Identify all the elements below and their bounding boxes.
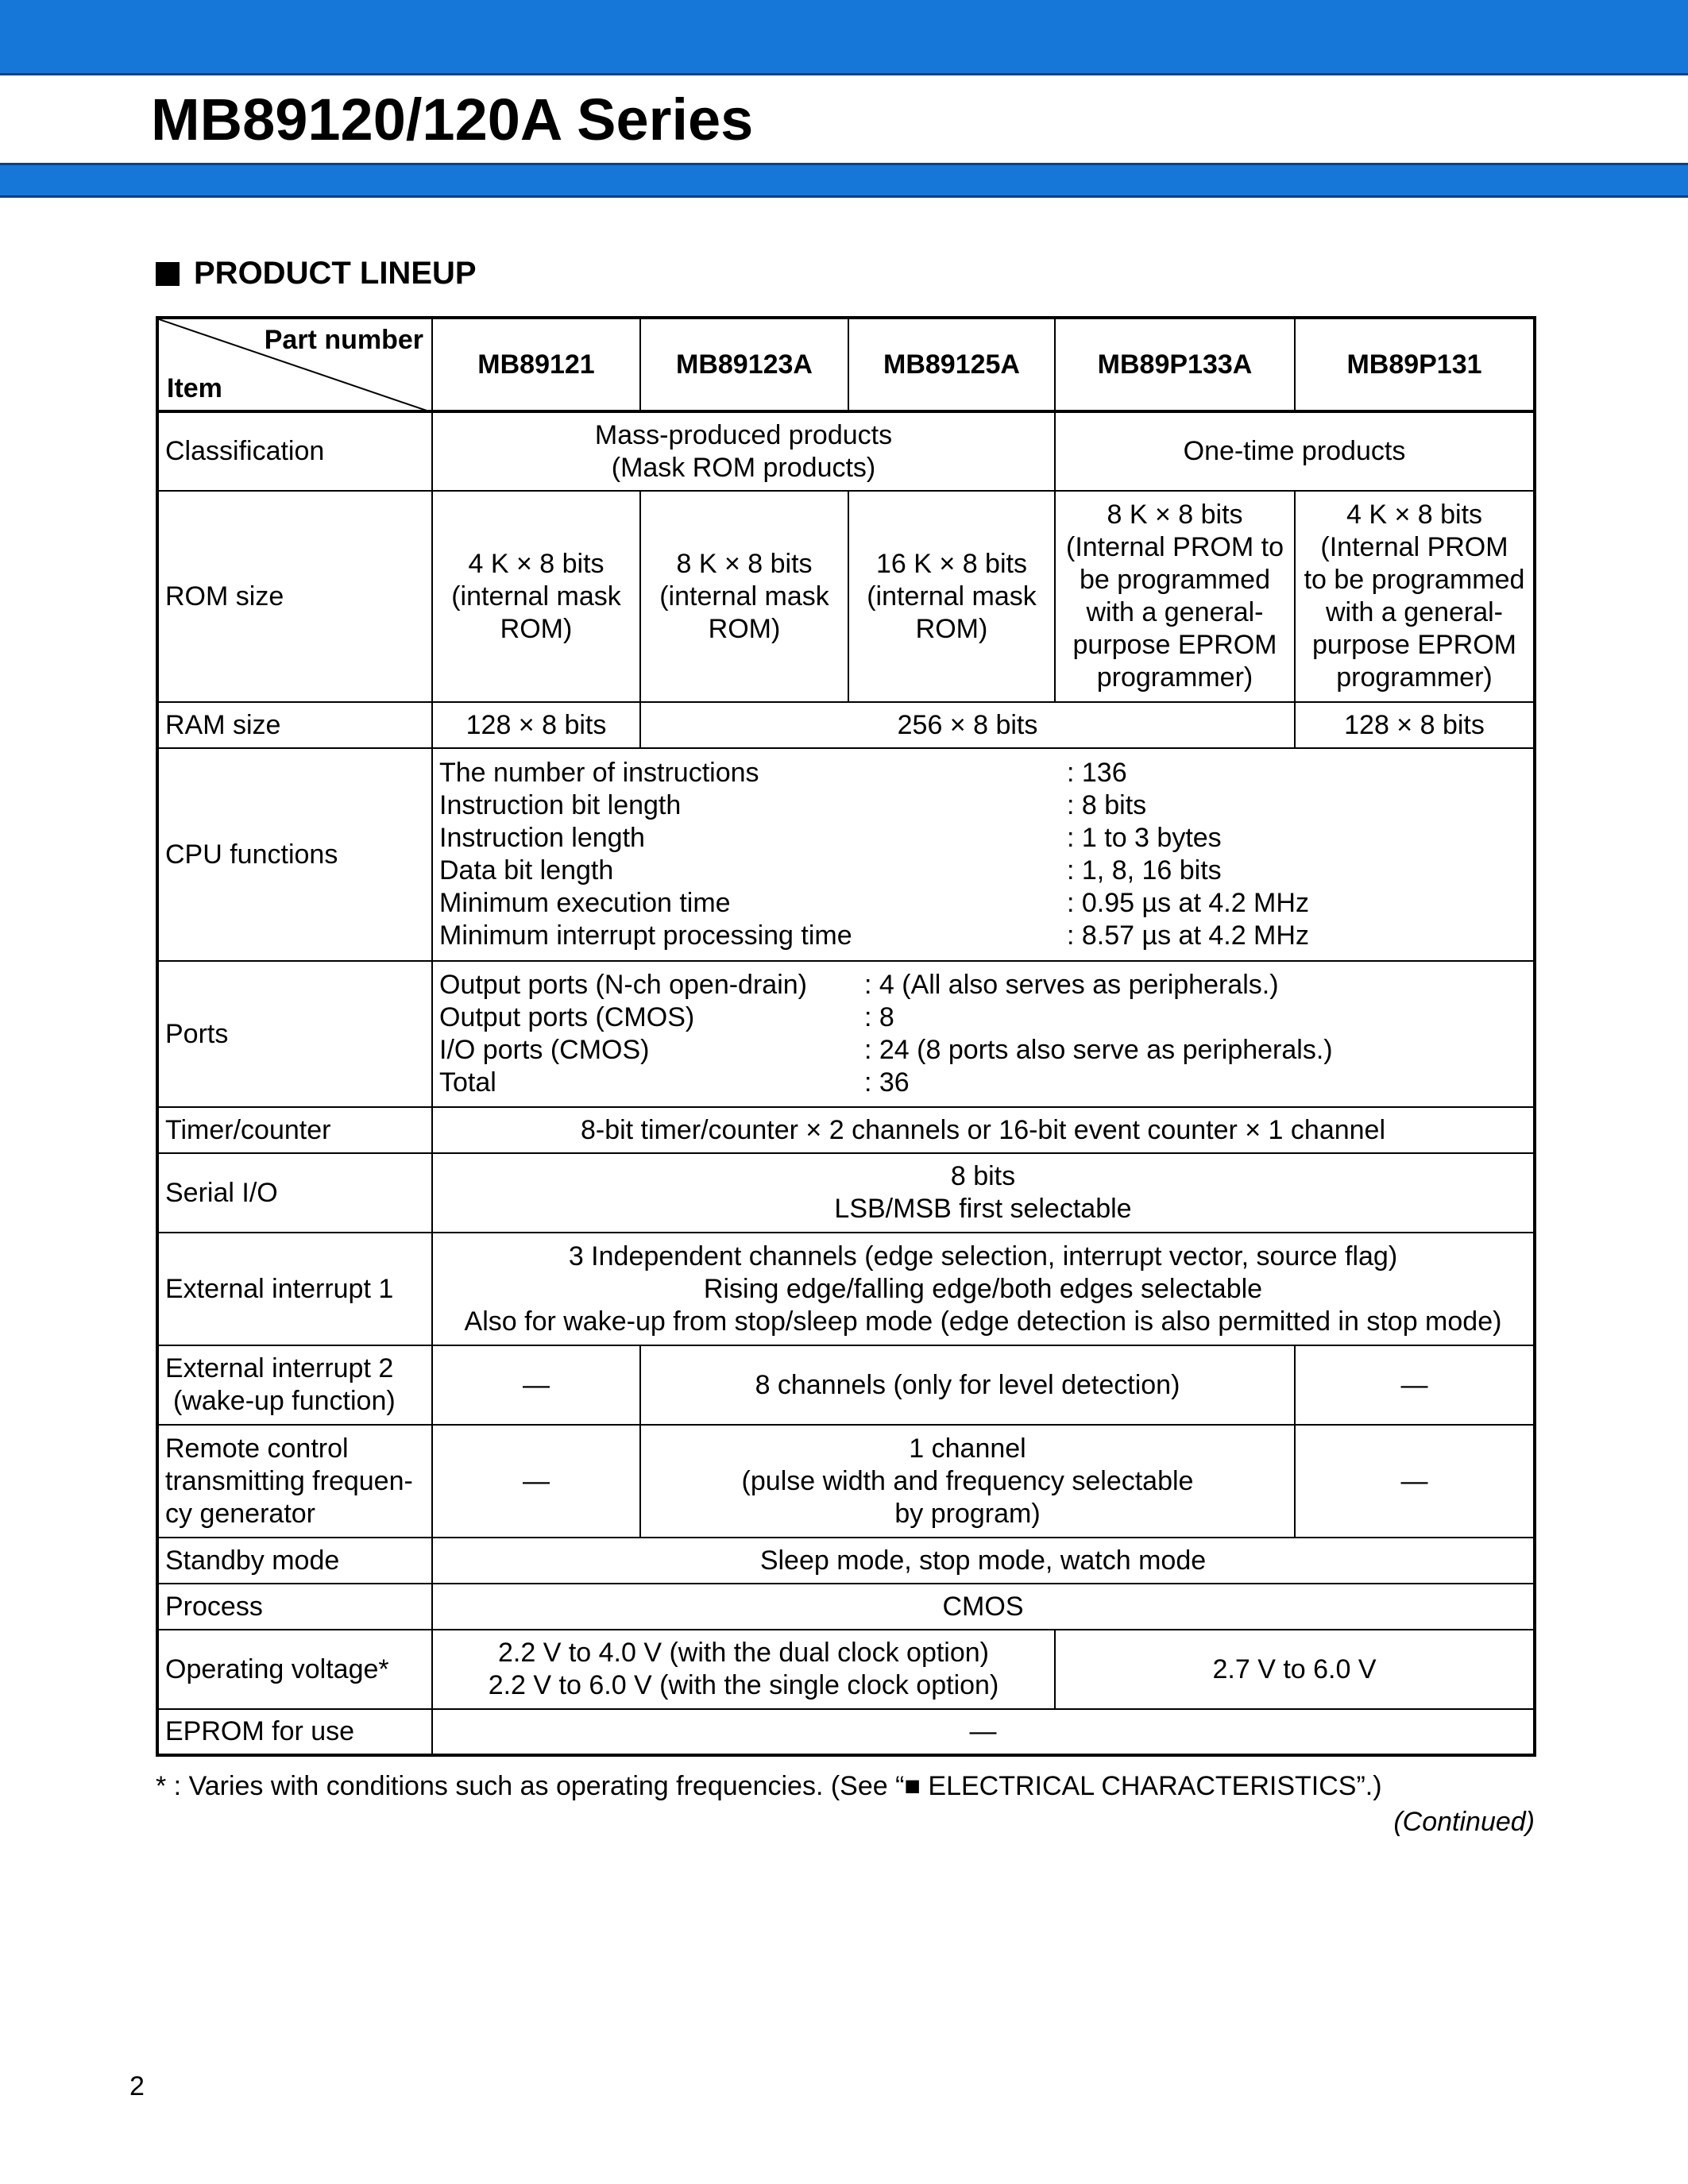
table-row	[157, 1584, 1535, 1630]
cell-line: (Internal PROM	[1320, 532, 1508, 562]
classification-otp: One-time products	[1055, 411, 1535, 491]
table-row	[157, 411, 1535, 491]
standby-cell: Sleep mode, stop mode, watch mode	[432, 1538, 1535, 1584]
voltage-mass-cell	[432, 1630, 1055, 1709]
row-label	[157, 1425, 432, 1538]
table-row	[157, 961, 1535, 1107]
spec-value: : 4 (All also serves as peripherals.)	[864, 970, 1279, 1000]
spec-key: Output ports (N-ch open-drain)	[439, 970, 807, 1000]
cell-line: ROM)	[500, 613, 573, 644]
serial-io-cell	[432, 1153, 1535, 1233]
spec-value: : 8 bits	[1067, 790, 1147, 820]
cell-line: 8 bits	[950, 1161, 1016, 1191]
header-band-bottom	[0, 163, 1688, 198]
cell-line: (internal mask	[659, 581, 829, 612]
cell-line: 8 K × 8 bits	[1107, 500, 1243, 530]
cell-line: (wake-up function)	[173, 1386, 396, 1416]
row-label: CPU functions	[157, 748, 432, 961]
cell-line: purpose EPROM	[1072, 630, 1277, 660]
spec-key: Output ports (CMOS)	[439, 1002, 695, 1032]
row-label: Serial I/O	[157, 1153, 432, 1233]
cell-line: by program)	[894, 1498, 1041, 1529]
corner-cell	[157, 318, 432, 411]
spec-key: Instruction length	[439, 823, 645, 853]
remote-control-cell	[640, 1425, 1295, 1538]
cell-line: (internal mask	[867, 581, 1037, 612]
cell-line: ROM)	[915, 613, 988, 644]
row-label: Timer/counter	[157, 1107, 432, 1153]
spec-key: The number of instructions	[439, 758, 759, 788]
footnote: * : Varies with conditions such as operating frequencies. (See “■ ELECTRICAL CHARACTERISTICS”.)	[156, 1771, 1382, 1801]
spec-key: Minimum interrupt processing time	[439, 920, 852, 951]
page-number: 2	[129, 2071, 145, 2101]
spec-line	[439, 855, 1527, 887]
dash-cell: —	[1295, 1345, 1535, 1425]
table-row	[157, 1630, 1535, 1709]
cell-line: 8 K × 8 bits	[676, 548, 813, 579]
spec-value: : 1 to 3 bytes	[1067, 823, 1222, 853]
dash-cell: —	[432, 1345, 640, 1425]
cell-line: 2.2 V to 4.0 V (with the dual clock option)	[497, 1638, 989, 1668]
spec-value: : 8	[864, 1002, 894, 1032]
cell-line: purpose EPROM	[1312, 630, 1516, 660]
cell-line: programmer)	[1336, 662, 1493, 693]
ram-cell: 128 × 8 bits	[1295, 702, 1535, 748]
spec-value: : 24 (8 ports also serve as peripherals.)	[864, 1035, 1333, 1065]
spec-line	[439, 1001, 1527, 1034]
spec-value: : 136	[1067, 758, 1127, 788]
spec-key: Total	[439, 1067, 496, 1098]
row-label: ROM size	[157, 491, 432, 702]
table-row	[157, 1538, 1535, 1584]
rom-cell	[432, 491, 640, 702]
spec-line	[439, 1034, 1527, 1067]
spec-value: : 36	[864, 1067, 910, 1098]
cell-line: Remote control	[165, 1433, 349, 1464]
table-row	[157, 702, 1535, 748]
column-header: MB89121	[432, 318, 640, 411]
row-label: EPROM for use	[157, 1709, 432, 1755]
column-header: MB89P131	[1295, 318, 1535, 411]
section-title: PRODUCT LINEUP	[194, 256, 477, 291]
spec-line	[439, 920, 1527, 952]
ram-cell: 256 × 8 bits	[640, 702, 1295, 748]
external-interrupt-1-cell	[432, 1233, 1535, 1345]
header-row	[157, 318, 1535, 411]
cell-line: programmer)	[1096, 662, 1253, 693]
cell-line: ROM)	[708, 613, 781, 644]
table-row	[157, 1345, 1535, 1425]
cell-line: be programmed	[1079, 565, 1270, 595]
cell-line: Also for wake-up from stop/sleep mode (edge detection is also permitted in stop mode)	[464, 1306, 1502, 1337]
spec-value: : 8.57 µs at 4.2 MHz	[1067, 920, 1309, 951]
spec-key: Data bit length	[439, 855, 614, 886]
process-cell: CMOS	[432, 1584, 1535, 1630]
row-label: Process	[157, 1584, 432, 1630]
cell-line: (Mask ROM products)	[611, 452, 876, 483]
spec-key: I/O ports (CMOS)	[439, 1035, 650, 1065]
row-label: External interrupt 1	[157, 1233, 432, 1345]
spec-line	[439, 969, 1527, 1001]
spec-value: : 0.95 µs at 4.2 MHz	[1067, 888, 1309, 918]
cell-line: (Internal PROM to	[1066, 532, 1284, 562]
series-title: MB89120/120A Series	[151, 87, 754, 152]
rom-cell	[1055, 491, 1295, 702]
row-label	[157, 1345, 432, 1425]
cell-line: External interrupt 2	[165, 1353, 394, 1383]
rom-cell	[1295, 491, 1535, 702]
section-heading	[156, 256, 477, 291]
spec-line	[439, 789, 1527, 822]
spec-line	[439, 887, 1527, 920]
cell-line: 4 K × 8 bits	[1346, 500, 1483, 530]
ports-cell	[432, 961, 1535, 1107]
rom-cell	[848, 491, 1055, 702]
spec-line	[439, 822, 1527, 855]
table-row	[157, 1709, 1535, 1755]
table-row	[157, 748, 1535, 961]
cell-line: to be programmed	[1304, 565, 1525, 595]
voltage-otp-cell: 2.7 V to 6.0 V	[1055, 1630, 1535, 1709]
spec-key: Instruction bit length	[439, 790, 682, 820]
cell-line: 16 K × 8 bits	[876, 548, 1027, 579]
table-row	[157, 1233, 1535, 1345]
cell-line: 2.2 V to 6.0 V (with the single clock option)	[488, 1670, 999, 1700]
continued-note: (Continued)	[1393, 1807, 1535, 1837]
rom-cell	[640, 491, 848, 702]
dash-cell: —	[432, 1425, 640, 1538]
spec-key: Minimum execution time	[439, 888, 731, 918]
timer-counter-cell: 8-bit timer/counter × 2 channels or 16-bit event counter × 1 channel	[432, 1107, 1535, 1153]
table-row	[157, 491, 1535, 702]
spec-value: : 1, 8, 16 bits	[1067, 855, 1222, 886]
cell-line: 3 Independent channels (edge selection, interrupt vector, source flag)	[568, 1241, 1398, 1271]
column-header: MB89125A	[848, 318, 1055, 411]
cell-line: Mass-produced products	[594, 419, 893, 450]
cell-line: LSB/MSB first selectable	[834, 1194, 1132, 1224]
ram-cell: 128 × 8 bits	[432, 702, 640, 748]
row-label: Operating voltage*	[157, 1630, 432, 1709]
header-band-top	[0, 0, 1688, 75]
classification-mass	[432, 411, 1055, 491]
square-bullet-icon	[156, 262, 180, 286]
cell-line: Rising edge/falling edge/both edges selectable	[703, 1273, 1263, 1304]
cell-line: cy generator	[165, 1498, 315, 1529]
table-row	[157, 1153, 1535, 1233]
external-interrupt-2-cell: 8 channels (only for level detection)	[640, 1345, 1295, 1425]
table-row	[157, 1107, 1535, 1153]
dash-cell: —	[1295, 1425, 1535, 1538]
cell-line: transmitting frequen-	[165, 1465, 413, 1496]
part-number-label: Part number	[264, 325, 423, 355]
row-label: Classification	[157, 411, 432, 491]
row-label: RAM size	[157, 702, 432, 748]
eprom-cell: —	[432, 1709, 1535, 1755]
column-header: MB89P133A	[1055, 318, 1295, 411]
cell-line: 4 K × 8 bits	[468, 548, 605, 579]
cell-line: (pulse width and frequency selectable	[741, 1465, 1194, 1496]
column-header: MB89123A	[640, 318, 848, 411]
item-label: Item	[167, 373, 222, 403]
cell-line: with a general-	[1086, 597, 1264, 627]
spec-line	[439, 757, 1527, 789]
table-row	[157, 1425, 1535, 1538]
row-label: Standby mode	[157, 1538, 432, 1584]
product-lineup-table	[156, 316, 1536, 1757]
row-label: Ports	[157, 961, 432, 1107]
cell-line: (internal mask	[451, 581, 621, 612]
spec-line	[439, 1067, 1527, 1099]
cpu-functions-cell	[432, 748, 1535, 961]
cell-line: with a general-	[1325, 597, 1503, 627]
cell-line: 1 channel	[909, 1433, 1026, 1464]
